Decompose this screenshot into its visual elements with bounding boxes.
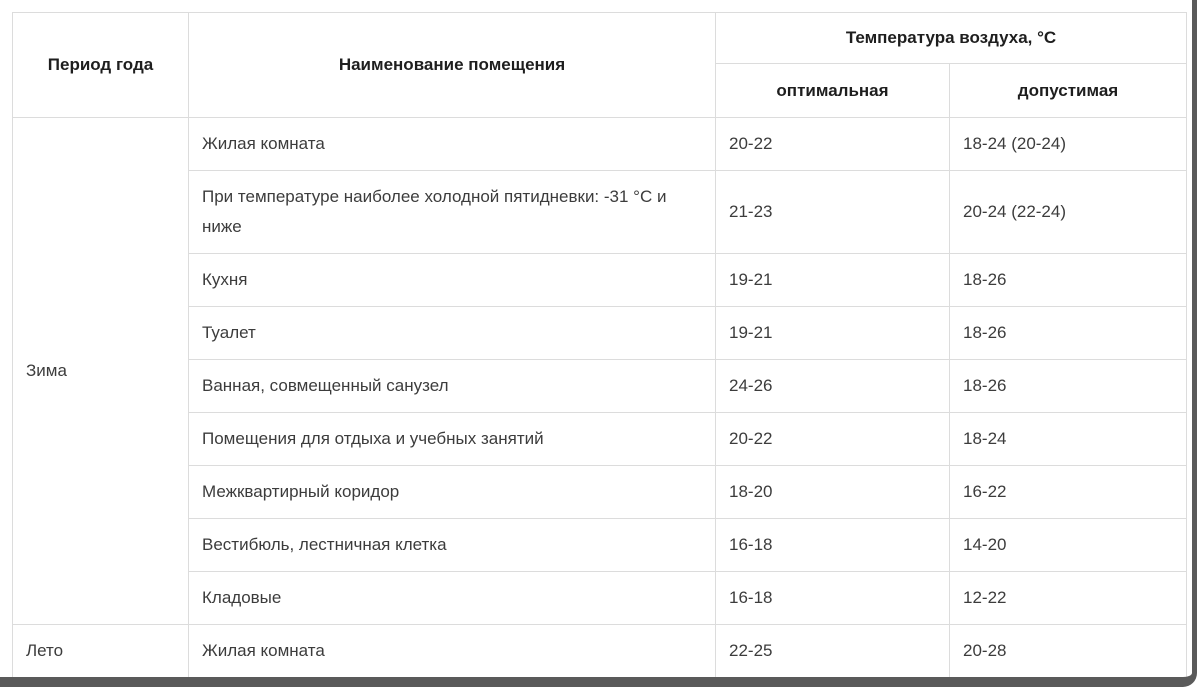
temperature-norms-table — [12, 12, 1187, 678]
header-period: Период года — [13, 13, 189, 118]
allowed-value-cell: 18-26 — [950, 360, 1187, 413]
room-name: Ванная, совмещенный санузел — [202, 376, 449, 395]
allowed-value-cell: 14-20 — [950, 519, 1187, 572]
allowed-value-cell: 20-24 (22-24) — [950, 171, 1187, 254]
header-optimal: оптимальная — [716, 64, 950, 118]
table-row — [13, 307, 1187, 360]
room-name: Межквартирный коридор — [202, 482, 400, 501]
optimal-value-cell: 19-21 — [716, 254, 950, 307]
allowed-value-cell: 18-26 — [950, 307, 1187, 360]
period-cell: Зима — [13, 118, 189, 625]
period-cell: Лето — [13, 625, 189, 678]
room-cell — [189, 118, 716, 171]
header-allowed: допустимая — [950, 64, 1187, 118]
table-row — [13, 519, 1187, 572]
table-row — [13, 254, 1187, 307]
room-cell — [189, 519, 716, 572]
table-row — [13, 118, 1187, 171]
room-name: Жилая комната — [202, 134, 325, 153]
room-cell — [189, 625, 716, 678]
allowed-value-cell: 18-24 — [950, 413, 1187, 466]
room-cell — [189, 254, 716, 307]
table-row — [13, 413, 1187, 466]
room-name: Туалет — [202, 323, 256, 342]
header-temperature-group: Температура воздуха, °С — [716, 13, 1187, 64]
table-row — [13, 171, 1187, 254]
optimal-value-cell: 22-25 — [716, 625, 950, 678]
table-row — [13, 360, 1187, 413]
room-cell — [189, 413, 716, 466]
table-row — [13, 625, 1187, 678]
optimal-value-cell: 16-18 — [716, 519, 950, 572]
allowed-value-cell: 18-26 — [950, 254, 1187, 307]
optimal-value-cell: 20-22 — [716, 118, 950, 171]
optimal-value-cell: 24-26 — [716, 360, 950, 413]
room-cell — [189, 572, 716, 625]
room-cell — [189, 171, 716, 254]
room-cell — [189, 360, 716, 413]
allowed-value-cell: 20-28 — [950, 625, 1187, 678]
room-name: При температуре наиболее холодной пятидневки: -31 °С и ниже — [202, 187, 667, 236]
table-row — [13, 572, 1187, 625]
room-name: Кладовые — [202, 588, 282, 607]
room-name: Вестибюль, лестничная клетка — [202, 535, 447, 554]
allowed-value-cell: 18-24 (20-24) — [950, 118, 1187, 171]
room-cell — [189, 466, 716, 519]
allowed-value-cell: 16-22 — [950, 466, 1187, 519]
room-name: Кухня — [202, 270, 248, 289]
room-name: Жилая комната — [202, 641, 325, 660]
table-row — [13, 466, 1187, 519]
header-row-top — [13, 13, 1187, 64]
table-body — [13, 118, 1187, 678]
optimal-value-cell: 21-23 — [716, 171, 950, 254]
optimal-value-cell: 19-21 — [716, 307, 950, 360]
room-name: Помещения для отдыха и учебных занятий — [202, 429, 544, 448]
allowed-value-cell: 12-22 — [950, 572, 1187, 625]
optimal-value-cell: 20-22 — [716, 413, 950, 466]
header-room: Наименование помещения — [189, 13, 716, 118]
optimal-value-cell: 18-20 — [716, 466, 950, 519]
optimal-value-cell: 16-18 — [716, 572, 950, 625]
room-cell — [189, 307, 716, 360]
